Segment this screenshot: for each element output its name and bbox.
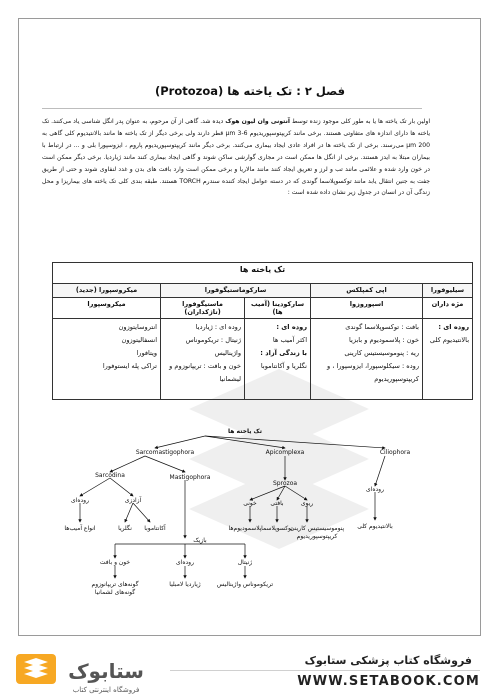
store-url-link[interactable]: WWW.SETABOOK.COM [297, 674, 480, 689]
label-pneumocystis: پنوموسیستیس کارینی [289, 525, 345, 532]
intro-paragraph [42, 116, 430, 199]
node-ciliophora: Ciliophora [379, 449, 411, 456]
label-lung: ریوی [300, 500, 314, 507]
group-header: سیلیوفورا [423, 284, 473, 298]
label-genital: ژنیتال [237, 559, 253, 566]
subgroup-header: میکروسپورا [53, 298, 161, 319]
label-leishmania: گونه‌های لشمانیا [94, 589, 136, 596]
label-intestinal-ciliate: روده‌ای [366, 486, 384, 493]
intro-text-2: دیده شد. گاهی از آن مرحوم، به عنوان پدر انگل شناسی یاد می‌کنند. تک یاخته ها دارای اندازه های متفاوتی هستند. برخی مانند کریپتوسپوریدیوم 6-3 μm قطر دارند ولی برخی دیگر از تک یاخته ها مانند بالانتیدیوم کلی گاهی به 200 μm می‌رسند. برخی از تک یاخته ها در افراد عادی ایجاد بیماری می‌کنند. برخی دیگر مانند کریپتوسپوریدیوم پاروم ، ایزوسپورا بلی و ... در ارتباط با بیماران مبتلا به ایدز هستند. برخی از انگل ها ممکن است در مجاری گوارشی ساکن شوند و گاهی ایجاد بیماری کنند مانند ژیاردیا. برخی دیگر ممکن است در خون وارد شده و علائمی مانند تب و لرز و تعریق ایجاد کنند مانند مالاریا و برخی ممکن است وارد بافت های بدن و غدد لنفاوی شوند و حتی از طریق جفت به جنین انتقال یابد مانند توکسوپلاسما گوندی که در دسته عوامل ایجاد کننده سندرم TORCH هستند. طبقه بندی کلی تک یاخته های بیماریزا و محل زندگی آن در انسان در جدول زیر نشان داده شده است : [42, 118, 431, 197]
table-cell-ciliates [423, 319, 473, 400]
label-blood-tissue: خون و بافت [99, 559, 131, 566]
subgroup-header: مژه داران [423, 298, 473, 319]
cell-line: روده ای : [276, 323, 308, 331]
node-apicomplexa: Apicomplexa [265, 449, 305, 456]
group-header: سارکوماستیگوفورا [161, 284, 311, 298]
label-intestinal: روده‌ای [71, 497, 89, 504]
cell-line: خون : پلاسمودیوم و بابزیا [348, 336, 420, 344]
subgroup-header: اسپوروزوا [311, 298, 423, 319]
label-plasmodium: پلاسمودیوم‌ها [228, 525, 262, 532]
cell-line: بالانتیدیوم کلی [429, 336, 470, 344]
cell-line: با زندگی آزاد : [260, 349, 308, 357]
classification-table [52, 262, 473, 400]
label-blood: خونی [243, 500, 257, 507]
chapter-title: فصل ۲ : تک یاخته ها (Protozoa) [154, 84, 346, 98]
node-mastigophora: Mastigophora [169, 474, 211, 481]
cell-line: روده : سیکلوسپورا، ایزوسپورا ، و کریپتوسپوریدیوم [327, 362, 420, 383]
cell-line: ویتافورا [136, 349, 158, 357]
intro-text-1: اولین بار تک یاخته ها یا به طور کلی موجود زنده توسط [291, 118, 431, 125]
label-free-living: آزادزی [124, 497, 142, 504]
table-cell-flagellates [161, 319, 245, 400]
node-sarcomastigophora: Sarcomastigophora [135, 449, 195, 456]
logo-text: ستابوک [68, 659, 144, 683]
label-toxoplasma: توکسوپلاسما [261, 525, 293, 532]
diagram-title: تک یاخته ها [228, 428, 262, 435]
label-cryptosporidium: کریپتوسپوریدیوم [296, 533, 338, 540]
cell-line: اکثر آمیب ها [272, 336, 308, 344]
node-sporozoa: Sprozoa [272, 480, 298, 487]
label-flagellates: بازیک [193, 537, 207, 544]
label-naegleria: نگلریا [118, 525, 132, 532]
setabook-logo[interactable] [14, 650, 154, 696]
footer-divider [170, 670, 480, 671]
classification-diagram [55, 428, 445, 618]
store-title: فروشگاه کتاب پزشکی ستابوک [304, 654, 472, 667]
table-cell-microsporidia [53, 319, 161, 400]
cell-line: روده ای : [438, 323, 470, 331]
cell-line: ژنیتال : تریکوموناس [185, 336, 242, 344]
cell-line: ریه : پنوموسیستیس کارینی [344, 349, 420, 357]
label-giardia: ژیاردیا لامبلیا [169, 581, 201, 588]
label-trichomonas: تریکوموناس واژینالیس [216, 581, 274, 588]
footer-banner [0, 646, 500, 700]
cell-line: انسفالیتوزون [121, 336, 158, 344]
cell-line: روده ای : ژیاردیا [195, 323, 242, 331]
title-divider [42, 108, 422, 109]
subgroup-header: سارکودینا (آمیب ها) [245, 298, 311, 319]
logo-subtitle: فروشگاه اینترنتی کتاب [72, 686, 140, 694]
label-tissue: بافتی [270, 500, 284, 507]
cell-line: لیشمانیا [219, 375, 242, 383]
group-header: اپی کمپلکس [311, 284, 423, 298]
cell-line: خون و بافت : تریپانوزوم و [169, 362, 242, 370]
table-cell-sporozoa [311, 319, 423, 400]
cell-line: تراکی پله ایستوفورا [102, 362, 158, 370]
cell-line: انتروسایتوزون [118, 323, 158, 331]
intro-bold-name: آنتونی وان لیون هوک [225, 118, 290, 125]
cell-line: نگلریا و آکانتاموبا [260, 362, 308, 370]
label-acanthamoeba: آکانتاموبا [144, 525, 166, 532]
label-balantidium: بالانتیدیوم کلی [357, 523, 393, 530]
label-trypanosoma: گونه‌های تریپانوزوم [91, 581, 139, 588]
node-sarcodina: Sarcodina [95, 472, 125, 479]
cell-line: واژینالیس [214, 349, 242, 357]
label-intestinal-flag: روده‌ای [176, 559, 194, 566]
table-title: تک یاخته ها [53, 263, 473, 284]
label-amoebas: انواع آمیب‌ها [64, 525, 96, 532]
group-header: میکروسپورا (جدید) [53, 284, 161, 298]
table-cell-amoebas [245, 319, 311, 400]
cell-line: بافت : توکسوپلاسما گوندی [345, 323, 420, 331]
subgroup-header: ماستیگوفورا (تاژکداران) [161, 298, 245, 319]
